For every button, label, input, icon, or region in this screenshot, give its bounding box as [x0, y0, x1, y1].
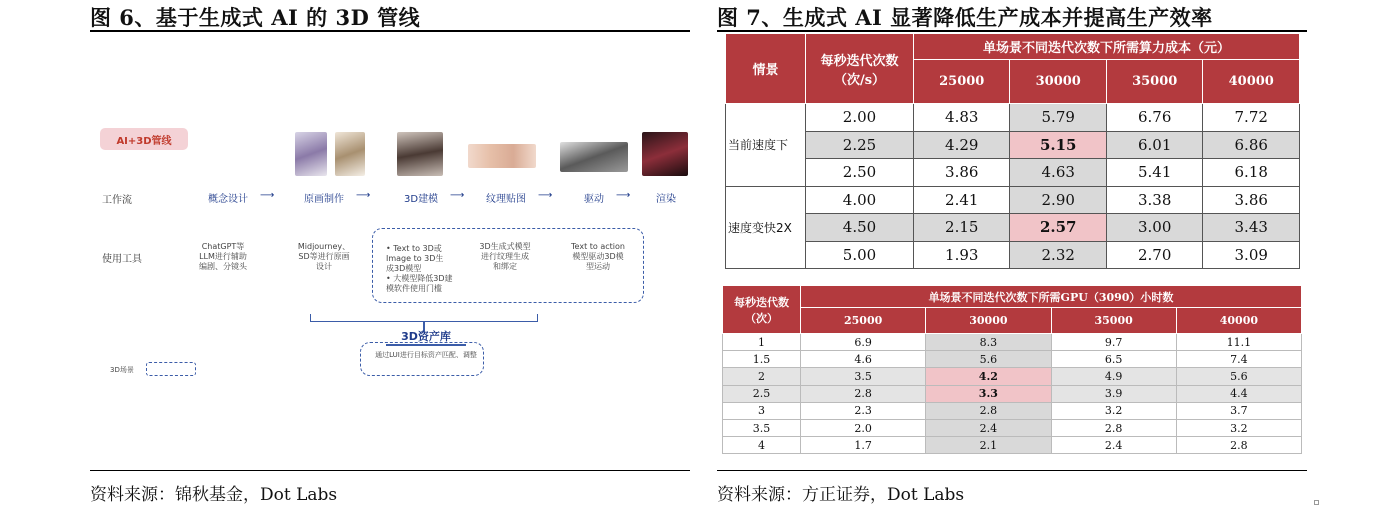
table-row	[726, 241, 1300, 269]
cost-cell-highlight: 2.57	[1010, 214, 1106, 242]
gpu-cell: 7.4	[1176, 351, 1301, 368]
speed-cell: 2.25	[806, 131, 914, 159]
gpu-cell: 5.6	[926, 351, 1051, 368]
figure-7-source: 资料来源：方正证券，Dot Labs	[717, 485, 965, 505]
gpu-cell-highlight: 3.3	[926, 385, 1051, 402]
speed-cell: 1.5	[723, 351, 801, 368]
render-thumbnail	[642, 132, 688, 176]
asset-library-note: 通过LUI进行目标资产匹配、调整	[375, 351, 477, 359]
gpu-cell: 4.6	[801, 351, 926, 368]
cost-cell: 3.43	[1203, 214, 1300, 242]
gpu-cell: 3.5	[801, 368, 926, 385]
gpu-cell: 3.9	[1051, 385, 1176, 402]
arrow-icon: ⟶	[356, 190, 371, 201]
title-rule-left	[90, 30, 690, 32]
figure-6-source: 资料来源：锦秋基金，Dot Labs	[90, 485, 338, 505]
cost-cell: 6.76	[1106, 104, 1202, 132]
stage-texture: 纹理贴图	[486, 194, 526, 205]
table-row	[723, 437, 1302, 454]
asset-library-title: 3D资产库	[401, 330, 451, 343]
speed-cell: 3	[723, 402, 801, 419]
cost-header-scene: 情景	[726, 34, 806, 104]
cost-cell: 5.79	[1010, 104, 1106, 132]
gpu-cell: 4.4	[1176, 385, 1301, 402]
gpu-cell: 5.6	[1176, 368, 1301, 385]
speed-cell: 2.00	[806, 104, 914, 132]
gpu-header-iteration: 30000	[926, 308, 1051, 334]
gpu-hours-table	[722, 285, 1302, 454]
gpu-cell: 2.8	[801, 385, 926, 402]
cost-cell: 3.09	[1203, 241, 1300, 269]
gpu-header-iteration: 25000	[801, 308, 926, 334]
arrow-icon: ⟶	[260, 190, 275, 201]
table-row	[723, 351, 1302, 368]
speed-cell: 3.5	[723, 419, 801, 436]
table-row	[726, 159, 1300, 187]
table-row	[726, 131, 1300, 159]
stage-render: 渲染	[656, 194, 676, 205]
tools-row-label: 使用工具	[102, 254, 142, 265]
stage-original-art: 原画制作	[304, 194, 344, 205]
gpu-cell: 2.4	[1051, 437, 1176, 454]
cost-cell: 4.29	[914, 131, 1010, 159]
arrow-icon: ⟶	[538, 190, 553, 201]
gpu-cell: 2.8	[1051, 419, 1176, 436]
cost-header-group: 单场景不同迭代次数下所需算力成本（元）	[914, 34, 1300, 60]
cost-cell: 6.18	[1203, 159, 1300, 187]
gpu-cell: 9.7	[1051, 334, 1176, 351]
table-row	[726, 186, 1300, 214]
cost-header-iteration: 25000	[914, 60, 1010, 104]
cost-cell: 1.93	[914, 241, 1010, 269]
speed-cell: 1	[723, 334, 801, 351]
speed-cell: 5.00	[806, 241, 914, 269]
cost-cell: 2.15	[914, 214, 1010, 242]
cost-cell: 3.86	[914, 159, 1010, 187]
arrow-icon: ⟶	[450, 190, 465, 201]
cost-cell-highlight: 5.15	[1010, 131, 1106, 159]
concept-art-thumbnail	[295, 132, 327, 176]
tool-concept: ChatGPT等 LLM进行辅助 编剧、分镜头	[199, 242, 247, 271]
pipeline-badge: AI+3D管线	[100, 128, 188, 150]
gpu-header-group: 单场景不同迭代次数下所需GPU（3090）小时数	[801, 286, 1302, 308]
cost-header-iteration: 35000	[1106, 60, 1202, 104]
3d-scene-label: 3D场景	[110, 366, 134, 374]
source-rule-left	[90, 470, 690, 471]
gpu-cell-highlight: 4.2	[926, 368, 1051, 385]
speed-cell: 2	[723, 368, 801, 385]
table-row	[723, 419, 1302, 436]
tool-modeling: • Text to 3D或 Image to 3D生 成3D模型 • 大模型降低3D建 模软件使用门槛	[386, 244, 453, 293]
table-row	[723, 334, 1302, 351]
table-row	[723, 368, 1302, 385]
gpu-cell: 2.8	[926, 402, 1051, 419]
gpu-cell: 1.7	[801, 437, 926, 454]
cost-cell: 3.38	[1106, 186, 1202, 214]
cost-cell: 7.72	[1203, 104, 1300, 132]
gpu-cell: 8.3	[926, 334, 1051, 351]
original-art-thumbnail	[397, 132, 443, 176]
gpu-cell: 3.7	[1176, 402, 1301, 419]
gpu-header-speed: 每秒迭代数 （次）	[723, 286, 801, 334]
gpu-header-iteration: 35000	[1051, 308, 1176, 334]
speed-cell: 4.00	[806, 186, 914, 214]
cost-header-iteration: 40000	[1203, 60, 1300, 104]
cost-header-iteration: 30000	[1010, 60, 1106, 104]
arrow-icon: ⟶	[616, 190, 631, 201]
cost-cell: 5.41	[1106, 159, 1202, 187]
figure-6-title: 图 6、基于生成式 AI 的 3D 管线	[90, 5, 421, 30]
texture-map-thumbnail	[468, 144, 536, 168]
scene-cell: 当前速度下	[726, 104, 806, 187]
3d-scene-box	[146, 362, 196, 376]
gpu-cell: 2.0	[801, 419, 926, 436]
gpu-cell: 3.2	[1176, 419, 1301, 436]
stage-drive: 驱动	[584, 194, 604, 205]
cost-cell: 6.01	[1106, 131, 1202, 159]
gpu-cell: 3.2	[1051, 402, 1176, 419]
page-corner-mark	[1314, 500, 1319, 505]
figure-7-title: 图 7、生成式 AI 显著降低生产成本并提高生产效率	[717, 5, 1213, 30]
rigging-thumbnail	[560, 142, 628, 172]
concept-sketch-thumbnail	[335, 132, 365, 176]
speed-cell: 2.5	[723, 385, 801, 402]
table-row	[726, 214, 1300, 242]
gpu-cell: 11.1	[1176, 334, 1301, 351]
cost-header-speed: 每秒迭代次数 （次/s）	[806, 34, 914, 104]
cost-cell: 2.90	[1010, 186, 1106, 214]
stage-3d-modeling: 3D建模	[404, 194, 439, 205]
speed-cell: 4.50	[806, 214, 914, 242]
ai-3d-pipeline-diagram	[90, 40, 690, 465]
gpu-cell: 2.1	[926, 437, 1051, 454]
speed-cell: 2.50	[806, 159, 914, 187]
gpu-cell: 2.3	[801, 402, 926, 419]
cost-cell: 2.70	[1106, 241, 1202, 269]
cost-cell: 2.32	[1010, 241, 1106, 269]
tool-original-art: Midjourney、 SD等进行原画 设计	[297, 242, 351, 271]
gpu-cell: 6.9	[801, 334, 926, 351]
cost-cell: 2.41	[914, 186, 1010, 214]
table-row	[726, 104, 1300, 132]
gpu-cell: 2.8	[1176, 437, 1301, 454]
tool-drive: Text to action 模型驱动3D模 型运动	[571, 242, 625, 271]
table-row	[723, 385, 1302, 402]
title-rule-right	[717, 30, 1307, 32]
table-row	[723, 402, 1302, 419]
speed-cell: 4	[723, 437, 801, 454]
cost-cell: 3.00	[1106, 214, 1202, 242]
workflow-row-label: 工作流	[102, 195, 132, 206]
stage-concept: 概念设计	[208, 194, 248, 205]
asset-bracket	[310, 314, 538, 322]
scene-cell: 速度变快2X	[726, 186, 806, 269]
gpu-header-iteration: 40000	[1176, 308, 1301, 334]
compute-cost-table	[725, 33, 1300, 269]
tool-texture: 3D生成式模型 进行纹理生成 和绑定	[479, 242, 531, 271]
cost-cell: 3.86	[1203, 186, 1300, 214]
gpu-cell: 2.4	[926, 419, 1051, 436]
cost-cell: 6.86	[1203, 131, 1300, 159]
cost-cell: 4.83	[914, 104, 1010, 132]
gpu-cell: 6.5	[1051, 351, 1176, 368]
source-rule-right	[717, 470, 1307, 471]
cost-cell: 4.63	[1010, 159, 1106, 187]
gpu-cell: 4.9	[1051, 368, 1176, 385]
